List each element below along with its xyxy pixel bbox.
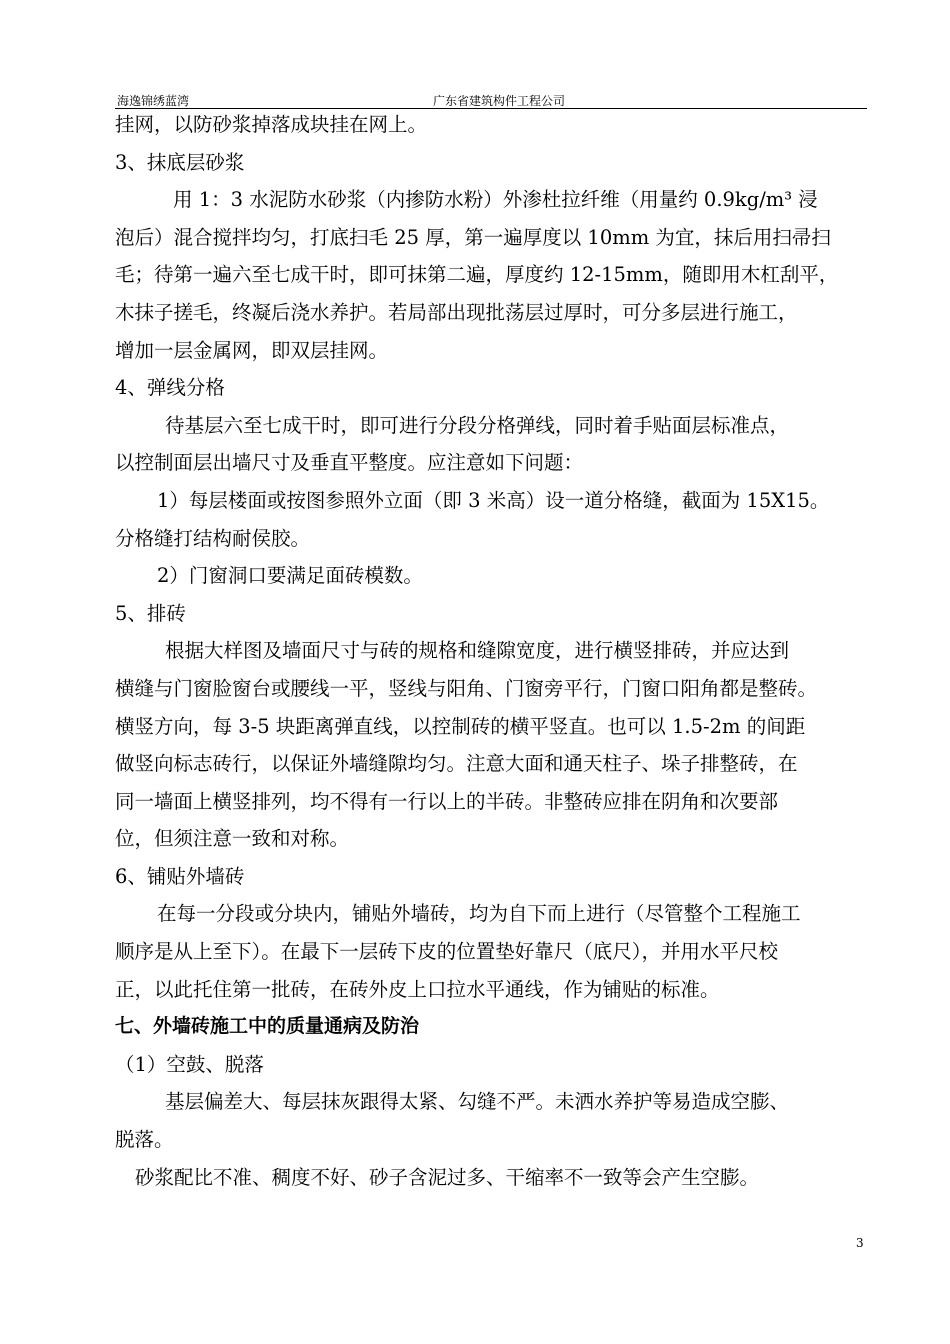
section-heading: 3、抹底层砂浆 (115, 150, 245, 174)
paragraph-line: 同一墙面上横竖排列，均不得有一行以上的半砖。非整砖应排在阴角和次要部 (115, 789, 779, 813)
section-heading: 4、弹线分格 (115, 376, 225, 400)
paragraph-line: 分格缝打结构耐侯胶。 (115, 526, 311, 550)
paragraph-line: 脱落。 (115, 1128, 174, 1152)
document-body (115, 106, 875, 1196)
paragraph-line: 根据大样图及墙面尺寸与砖的规格和缝隙宽度，进行横竖排砖，并应达到 (165, 639, 790, 663)
list-item: 1）每层楼面或按图参照外立面（即 3 米高）设一道分格缝，截面为 15X15。 (157, 488, 830, 512)
paragraph-line: 木抹子搓毛，终凝后浇水养护。若局部出现批荡层过厚时，可分多层进行施工， (115, 300, 798, 324)
paragraph-line: 基层偏差大、每层抹灰跟得太紧、勾缝不严。未洒水养护等易造成空膨、 (165, 1090, 790, 1114)
section-heading: 5、排砖 (115, 601, 186, 625)
page-number: 3 (856, 1236, 864, 1250)
paragraph-line: 用 1：3 水泥防水砂浆（内掺防水粉）外渗杜拉纤维（用量约 0.9kg/m³ 浸 (173, 188, 818, 212)
paragraph-line: 挂网，以防砂浆掉落成块挂在网上。 (115, 113, 428, 136)
paragraph-line: 在每一分段或分块内，铺贴外墙砖，均为自下而上进行（尽管整个工程施工 (157, 902, 801, 926)
paragraph-line: 以控制面层出墙尺寸及垂直平整度。应注意如下问题： (115, 451, 584, 475)
paragraph-line: 毛；待第一遍六至七成干时，即可抹第二遍，厚度约 12-15mm，随即用木杠刮平， (115, 263, 839, 287)
paragraph-line: 位，但须注意一致和对称。 (115, 827, 350, 851)
paragraph-line: 横缝与门窗脸窗台或腰线一平，竖线与阳角、门窗旁平行，门窗口阳角都是整砖。 (115, 676, 818, 700)
paragraph-line: 顺序是从上至下）。在最下一层砖下皮的位置垫好靠尺（底尺），并用水平尺校 (115, 940, 779, 964)
paragraph-line: 做竖向标志砖行，以保证外墙缝隙均匀。注意大面和通天柱子、垛子排整砖，在 (115, 752, 798, 776)
header-company-name: 广东省建筑构件工程公司 (433, 94, 566, 108)
chapter-heading: 七、外墙砖施工中的质量通病及防治 (115, 1015, 420, 1038)
section-heading: 6、铺贴外墙砖 (115, 864, 245, 888)
paragraph-line: 待基层六至七成干时，即可进行分段分格弹线，同时着手贴面层标准点， (165, 413, 790, 437)
header-project-name: 海逸锦绣蓝湾 (117, 94, 190, 108)
subsection-heading: （1）空鼓、脱落 (115, 1052, 264, 1076)
paragraph-line: 横竖方向，每 3-5 块距离弹直线，以控制砖的横平竖直。也可以 1.5-2m 的间距 (115, 714, 806, 738)
paragraph-line: 泡后）混合搅拌均匀，打底扫毛 25 厚，第一遍厚度以 10mm 为宜，抹后用扫帚扫 (115, 225, 831, 249)
paragraph-line: 砂浆配比不准、稠度不好、砂子含泥过多、干缩率不一致等会产生空膨。 (135, 1165, 760, 1189)
paragraph-line: 增加一层金属网，即双层挂网。 (115, 338, 389, 362)
paragraph-line: 正，以此托住第一批砖，在砖外皮上口拉水平通线，作为铺贴的标准。 (115, 977, 720, 1001)
list-item: 2）门窗洞口要满足面砖模数。 (157, 564, 423, 588)
